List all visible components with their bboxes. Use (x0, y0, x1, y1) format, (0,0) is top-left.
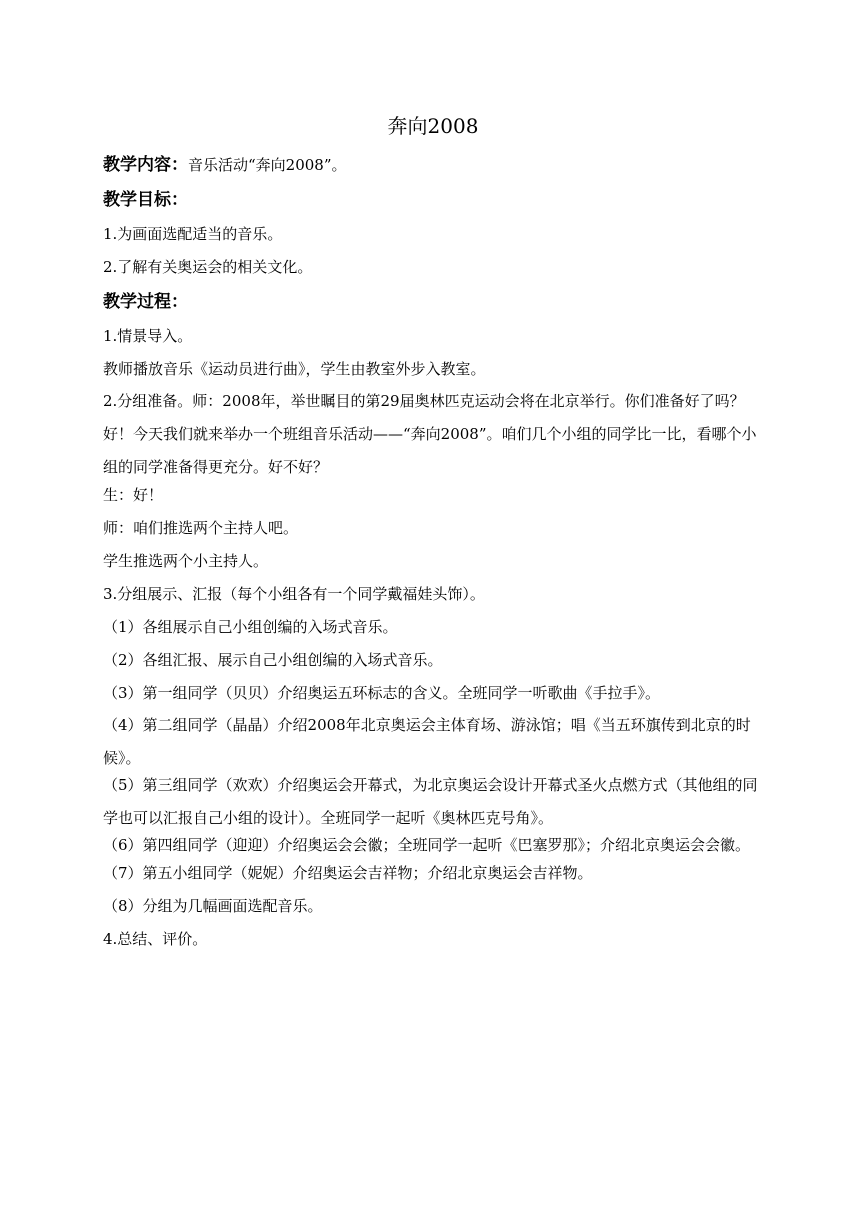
teaching-content-text: 音乐活动“奔向2008”。 (188, 156, 347, 174)
process-paragraph: 师：咱们推选两个主持人吧。 (103, 519, 299, 537)
process-subitem: （6）第四组同学（迎迎）介绍奥运会会徽；全班同学一起听《巴塞罗那》；介绍北京奥运会会徽。 (103, 836, 751, 854)
goal-item: 2.了解有关奥运会的相关文化。 (103, 258, 313, 276)
process-subitem: （8）分组为几幅画面选配音乐。 (103, 897, 323, 915)
process-paragraph: 2.分组准备。师：2008年，举世瞩目的第29届奥林匹克运动会将在北京举行。你们准备好了吗？好！今天我们就来举办一个班组音乐活动——“奔向2008”。咱们几个小组的同学比一比，看哪个小组的同学准备得更充分。好不好？ (103, 392, 757, 476)
process-subitem: （3）第一组同学（贝贝）介绍奥运五环标志的含义。全班同学一听歌曲《手拉手》。 (103, 684, 661, 702)
page-title: 奔向2008 (387, 114, 479, 138)
process-paragraph: 生：好！ (103, 486, 164, 504)
process-subitem: （7）第五小组同学（妮妮）介绍奥运会吉祥物；介绍北京奥运会吉祥物。 (103, 864, 593, 882)
document-page (103, 110, 763, 961)
process-paragraph: 3.分组展示、汇报（每个小组各有一个同学戴福娃头饰）。 (103, 585, 485, 603)
teaching-process-heading: 教学过程： (103, 292, 188, 312)
process-paragraph: 教师播放音乐《运动员进行曲》，学生由教室外步入教室。 (103, 360, 486, 378)
process-paragraph: 1.情景导入。 (103, 327, 193, 345)
teaching-goals-heading: 教学目标： (103, 190, 188, 210)
goal-item: 1.为画面选配适当的音乐。 (103, 225, 283, 243)
teaching-content-label: 教学内容： (103, 155, 188, 175)
process-subitem: （2）各组汇报、展示自己小组创编的入场式音乐。 (103, 651, 443, 669)
process-paragraph: 学生推选两个小主持人。 (103, 552, 269, 570)
process-subitem: （1）各组展示自己小组创编的入场式音乐。 (103, 618, 398, 636)
process-subitem: （4）第二组同学（晶晶）介绍2008年北京奥运会主体育场、游泳馆；唱《当五环旗传到北京的时候》。 (103, 716, 751, 767)
process-subitem: （5）第三组同学（欢欢）介绍奥运会开幕式，为北京奥运会设计开幕式圣火点燃方式（其他组的同学也可以汇报自己小组的设计）。全班同学一起听《奥林匹克号角》。 (103, 776, 758, 827)
process-paragraph: 4.总结、评价。 (103, 930, 208, 948)
teaching-content (103, 154, 763, 176)
